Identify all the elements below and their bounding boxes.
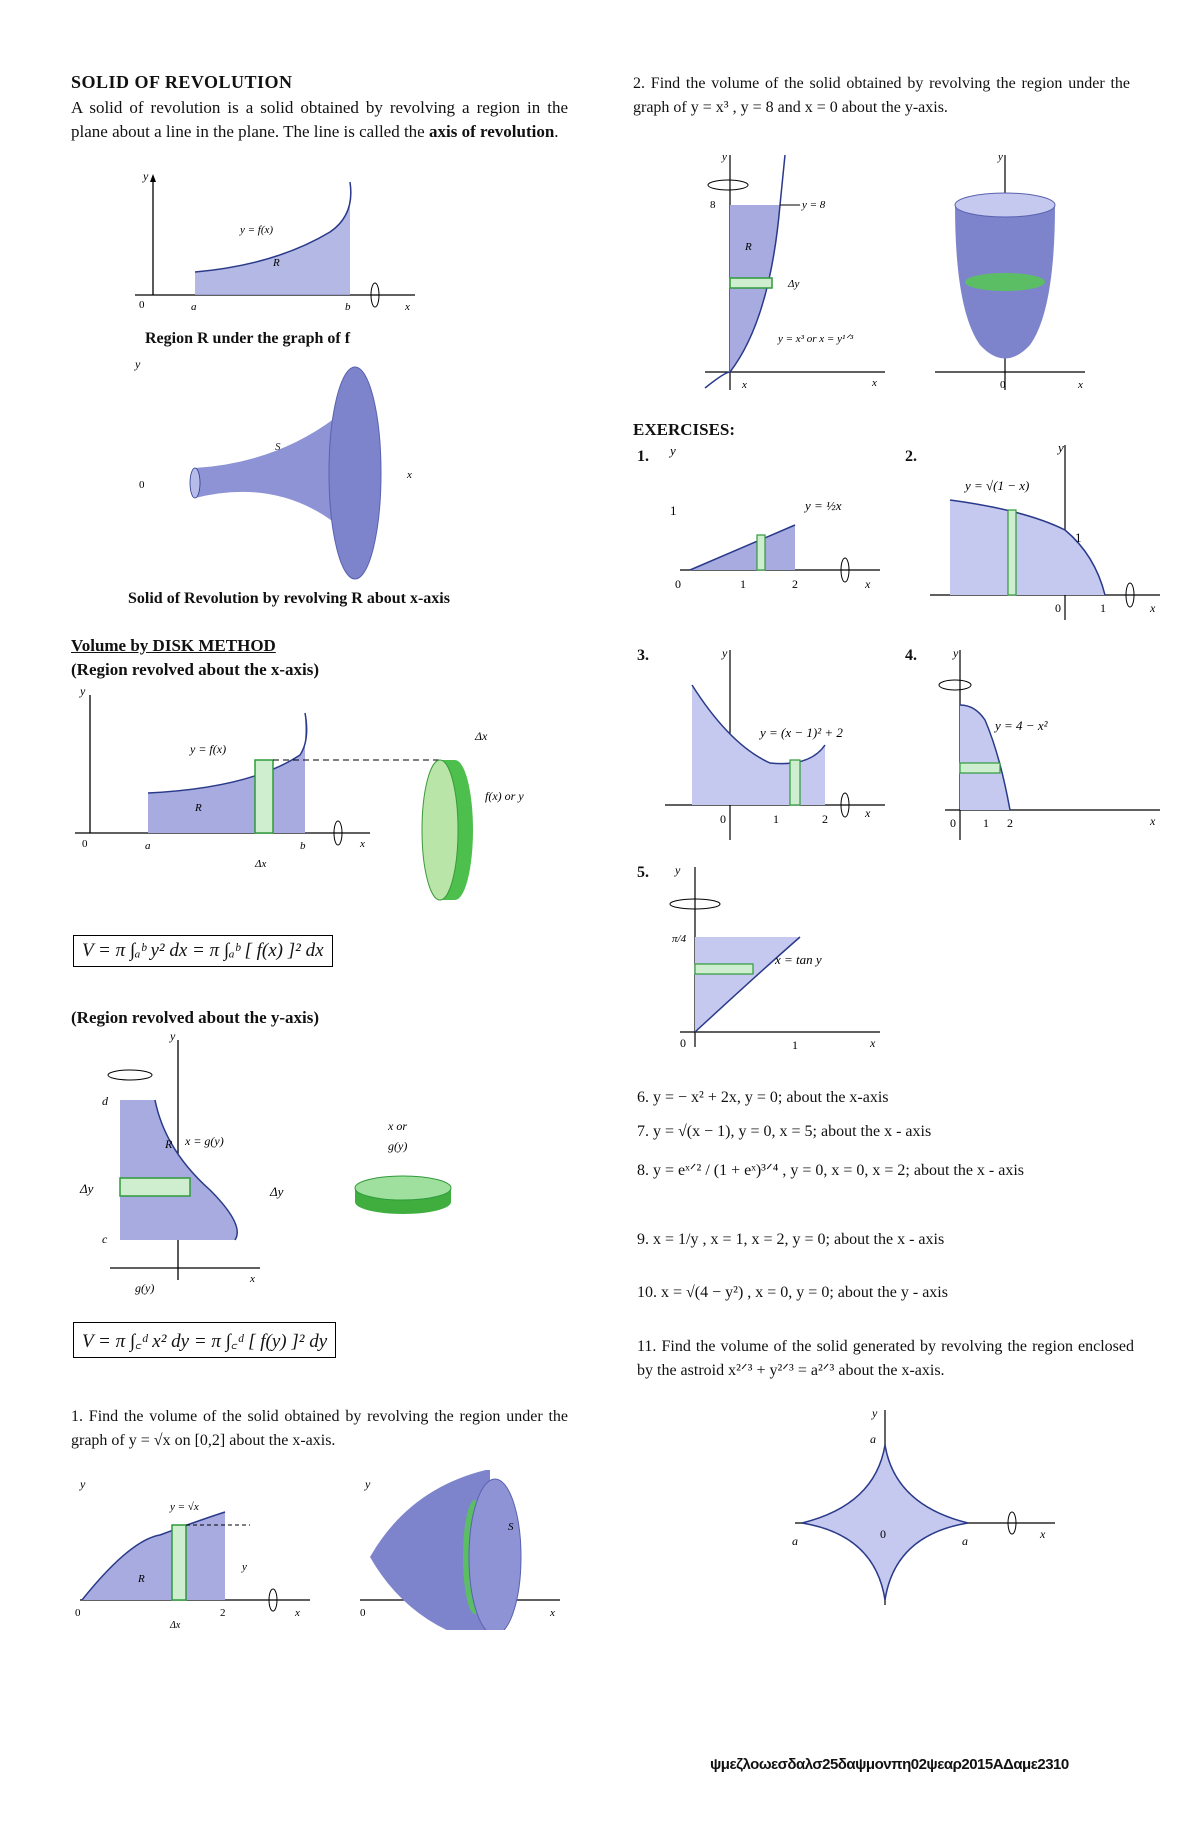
fig7-dy: Δy bbox=[788, 278, 800, 290]
ex5-pi4: π/4 bbox=[672, 933, 687, 945]
ex3-two: 2 bbox=[822, 812, 828, 826]
ex1-graph bbox=[660, 440, 890, 595]
fig4-d: d bbox=[102, 1094, 108, 1108]
fig4-dy: Δy bbox=[80, 1181, 94, 1196]
fig4-rotation-icon bbox=[108, 1070, 152, 1080]
solid-horn-figure bbox=[125, 358, 425, 588]
ex5-graph bbox=[660, 862, 890, 1052]
fig4-c: c bbox=[102, 1232, 108, 1246]
fig2-caption: Solid of Revolution by revolving R about x-axis bbox=[128, 590, 450, 607]
ex3-origin: 0 bbox=[720, 812, 726, 826]
disk-subheading-y: (Region revolved about the y-axis) bbox=[71, 1008, 320, 1027]
fig1-b: b bbox=[345, 301, 351, 313]
fig4-x: x bbox=[250, 1273, 255, 1285]
fig5-origin: 0 bbox=[75, 1607, 81, 1619]
ex4-x: x bbox=[1150, 814, 1156, 828]
fig7-y: y bbox=[722, 151, 727, 163]
fig2-y-label: y bbox=[135, 358, 141, 371]
cubic-region-figure bbox=[700, 150, 890, 395]
ex4-rotation-icon bbox=[939, 680, 971, 690]
fig6-origin: 0 bbox=[360, 1607, 366, 1619]
fig2-origin: 0 bbox=[139, 479, 145, 491]
fig7-x: x bbox=[872, 377, 877, 389]
ex1-y: y bbox=[670, 443, 676, 458]
intro-text-c: . bbox=[554, 122, 559, 141]
fig1-caption: Region R under the graph of f bbox=[145, 330, 351, 347]
disk-heading: Volume by DISK METHOD bbox=[71, 636, 276, 655]
fig8-x: x bbox=[1078, 379, 1083, 391]
fig7-x-len: x bbox=[742, 379, 747, 391]
ex2-y: y bbox=[1058, 440, 1064, 455]
ex3-one: 1 bbox=[773, 812, 779, 826]
footer-code: ψμεζλοωεσδαλσ25δαψμονπη02ψεαρ2015ΑΔαμε2310 bbox=[710, 1756, 1069, 1773]
fig4-gy-bottom: g(y) bbox=[135, 1281, 155, 1295]
astroid-a-left: a bbox=[792, 1534, 798, 1548]
fig4-strip bbox=[120, 1178, 190, 1196]
astroid-figure bbox=[790, 1405, 1060, 1615]
disk-y-figure bbox=[70, 1030, 510, 1295]
fig4-disk-dy: Δy bbox=[270, 1184, 284, 1199]
fig6-x: x bbox=[550, 1607, 555, 1619]
fig1-fx: y = f(x) bbox=[240, 224, 274, 236]
fig4-gy: x = g(y) bbox=[185, 1134, 224, 1148]
ex2-one-x: 1 bbox=[1100, 601, 1106, 615]
fig5-two: 2 bbox=[220, 1607, 226, 1619]
ex2-number: 2. bbox=[905, 448, 917, 465]
fig1-y-label: y bbox=[143, 170, 149, 183]
ex4-origin: 0 bbox=[950, 816, 956, 830]
region-r-figure bbox=[125, 170, 425, 315]
fig3-b: b bbox=[300, 840, 306, 852]
sqrt-solid-figure bbox=[350, 1470, 570, 1630]
fig5-x: x bbox=[295, 1607, 300, 1619]
fig8-y: y bbox=[998, 151, 1003, 163]
ex4-number: 4. bbox=[905, 647, 917, 664]
ex3-y: y bbox=[722, 646, 728, 660]
fig1-origin: 0 bbox=[139, 299, 145, 311]
exercises-title: EXERCISES: bbox=[633, 420, 736, 439]
astroid-x: x bbox=[1040, 1527, 1046, 1541]
ex1-one-y: 1 bbox=[670, 503, 677, 518]
fig2-x: x bbox=[407, 469, 412, 481]
fig3-x: x bbox=[360, 838, 365, 850]
fig3-disk-dx: Δx bbox=[475, 729, 488, 743]
ex2-origin: 0 bbox=[1055, 601, 1061, 615]
ex4-func: y = 4 − x² bbox=[995, 718, 1048, 733]
astroid-a-top: a bbox=[870, 1432, 876, 1446]
fig1-a: a bbox=[191, 301, 197, 313]
ex2-graph bbox=[925, 440, 1165, 625]
fig4-disk-gy: g(y) bbox=[388, 1139, 408, 1153]
fig6-S: S bbox=[508, 1521, 514, 1533]
exercise-10: 10. x = √(4 − y²) , x = 0, y = 0; about the y - axis bbox=[637, 1284, 948, 1301]
fig1-x: x bbox=[405, 301, 410, 313]
fig5-yval: y bbox=[242, 1561, 247, 1573]
fig8-origin: 0 bbox=[1000, 379, 1006, 391]
ex1-number: 1. bbox=[637, 448, 649, 465]
astroid-y: y bbox=[872, 1406, 878, 1420]
fig5-y: y bbox=[80, 1477, 86, 1491]
ex1-two: 2 bbox=[792, 577, 798, 591]
intro-text-a: A solid of revolution is a solid obtained by revolving a region in the plane about a line in the plane. The line is called the bbox=[71, 98, 568, 141]
ex5-func: x = tan y bbox=[775, 952, 822, 967]
ex1-one-x: 1 bbox=[740, 577, 746, 591]
exercise-7: 7. y = √(x − 1), y = 0, x = 5; about the x - axis bbox=[637, 1123, 932, 1140]
formula-y-box: V = π ∫꜀ᵈ x² dy = π ∫꜀ᵈ [ f(y) ]² dy bbox=[73, 1322, 336, 1358]
ex5-x: x bbox=[870, 1036, 876, 1050]
formula-x-box: V = π ∫ₐᵇ y² dx = π ∫ₐᵇ [ f(x) ]² dx bbox=[73, 935, 333, 967]
ex4-graph bbox=[925, 645, 1165, 845]
ex3-func: y = (x − 1)² + 2 bbox=[760, 725, 843, 740]
ex1-x: x bbox=[865, 577, 871, 591]
intro-paragraph bbox=[71, 96, 568, 144]
ex3-x: x bbox=[865, 806, 871, 820]
fig7-y8: y = 8 bbox=[802, 199, 826, 211]
fig4-R: R bbox=[165, 1137, 173, 1151]
ex4-y: y bbox=[953, 646, 959, 660]
astroid-origin: 0 bbox=[880, 1527, 886, 1541]
fig1-R: R bbox=[273, 257, 280, 269]
ex5-one: 1 bbox=[792, 1038, 798, 1052]
fig3-R: R bbox=[195, 802, 202, 814]
fig3-disk-height: f(x) or y bbox=[485, 789, 524, 803]
problem-1: 1. Find the volume of the solid obtained by revolving the region under the graph of y = √x on [0,2] about the x-axis. bbox=[71, 1408, 568, 1449]
fig7-rotation-icon bbox=[708, 180, 748, 190]
page-title: SOLID OF REVOLUTION bbox=[71, 72, 293, 92]
ex2-x: x bbox=[1150, 601, 1156, 615]
exercise-8: 8. y = eˣᐟ² / (1 + eˣ)³ᐟ⁴ , y = 0, x = 0, x = 2; about the x - axis bbox=[637, 1162, 1025, 1179]
disk-subheading-x: (Region revolved about the x-axis) bbox=[71, 660, 320, 679]
fig3-a: a bbox=[145, 840, 151, 852]
ex1-func: y = ½x bbox=[805, 498, 842, 513]
exercise-9: 9. x = 1/y , x = 1, x = 2, y = 0; about the x - axis bbox=[637, 1231, 945, 1248]
fig5-R: R bbox=[138, 1573, 145, 1585]
ex1-origin: 0 bbox=[675, 577, 681, 591]
ex5-origin: 0 bbox=[680, 1036, 686, 1050]
fig4-disk-xor: x or bbox=[388, 1119, 407, 1133]
exercise-11: 11. Find the volume of the solid generated by revolving the region enclosed by the astroid x²ᐟ³ + y²ᐟ³ = a²ᐟ³ about the x-axis. bbox=[637, 1338, 1134, 1379]
exercise-6: 6. y = − x² + 2x, y = 0; about the x-axis bbox=[637, 1089, 889, 1106]
ex3-number: 3. bbox=[637, 647, 649, 664]
fig3-origin: 0 bbox=[82, 838, 88, 850]
ex2-func: y = √(1 − x) bbox=[965, 478, 1030, 493]
fig6-y: y bbox=[365, 1477, 371, 1491]
ex3-graph bbox=[660, 645, 890, 845]
fig5-dx: Δx bbox=[170, 1620, 181, 1630]
fig3-y: y bbox=[80, 685, 86, 698]
fig3-strip bbox=[255, 760, 273, 833]
cubic-solid-figure bbox=[930, 150, 1090, 395]
fig3-fx: y = f(x) bbox=[190, 742, 227, 756]
disk-x-figure bbox=[70, 685, 560, 905]
ex4-one: 1 bbox=[983, 816, 989, 830]
ex5-y: y bbox=[675, 863, 681, 877]
ex4-two: 2 bbox=[1007, 816, 1013, 830]
ex5-number: 5. bbox=[637, 864, 649, 881]
fig7-eight: 8 bbox=[710, 199, 716, 211]
sqrt-region-figure bbox=[70, 1470, 320, 1630]
fig7-x3: y = x³ or x = y¹ᐟ³ bbox=[778, 333, 854, 345]
astroid-a-right: a bbox=[962, 1534, 968, 1548]
fig3-dx: Δx bbox=[255, 858, 267, 870]
fig4-y: y bbox=[170, 1030, 176, 1043]
intro-term: axis of revolution bbox=[428, 122, 555, 141]
fig7-R: R bbox=[745, 241, 752, 253]
fig5-sqrtx: y = √x bbox=[170, 1501, 199, 1513]
fig2-S: S bbox=[275, 441, 281, 453]
ex2-one-y: 1 bbox=[1075, 530, 1082, 545]
problem-2: 2. Find the volume of the solid obtained by revolving the region under the graph of y = x³ , y = 8 and x = 0 about the y-axis. bbox=[633, 75, 1130, 116]
